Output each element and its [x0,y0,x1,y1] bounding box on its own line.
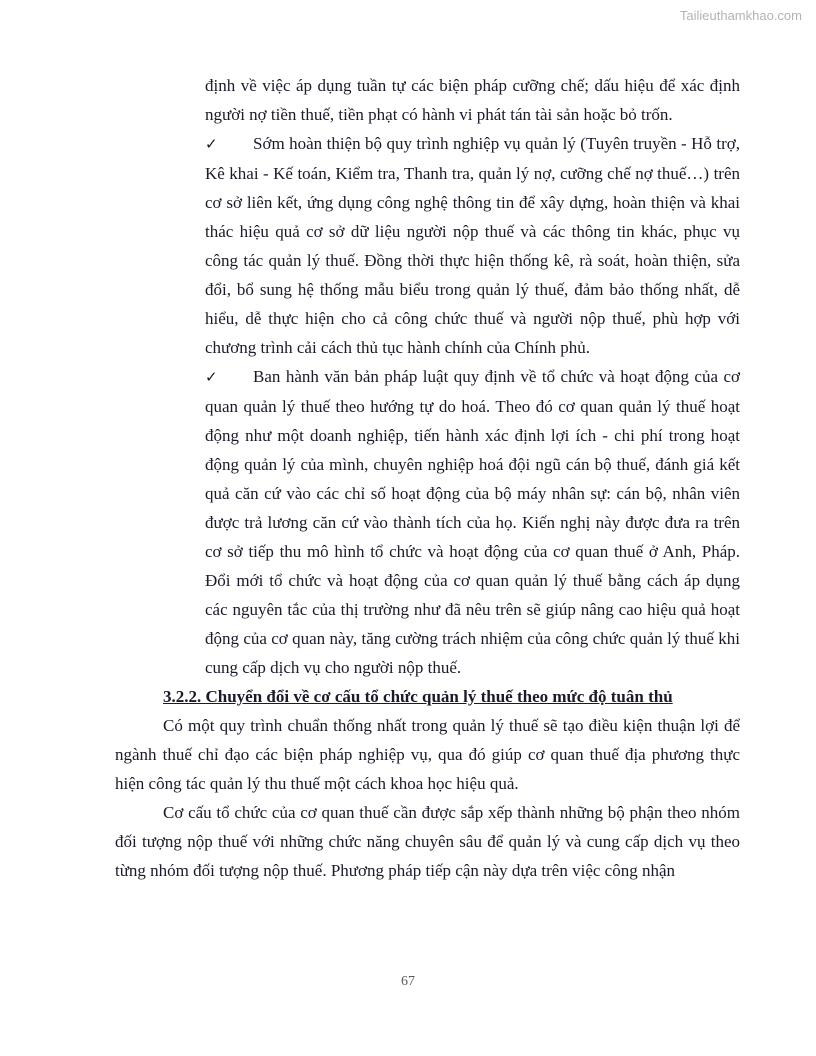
page-number: 67 [401,974,415,989]
continued-paragraph: định về việc áp dụng tuần tự các biện pháp cưỡng chế; dấu hiệu để xác định người nợ tiền thuế, tiền phạt có hành vi phát tán tài sản hoặc bỏ trốn. [205,76,740,124]
section-heading: 3.2.2. Chuyển đổi về cơ cấu tổ chức quản lý thuế theo mức độ tuân thủ [163,687,673,706]
body-paragraph: Có một quy trình chuẩn thống nhất trong quản lý thuế sẽ tạo điều kiện thuận lợi để ngành thuế chỉ đạo các biện pháp nghiệp vụ, qua đó giúp cơ quan thuế địa phương thực hiện công tác quản lý thu thuế một cách khoa học hiệu quả. [115,716,740,793]
page-content [115,71,740,885]
watermark: Tailieuthamkhao.com [679,8,802,23]
bullet-text: Ban hành văn bản pháp luật quy định về tổ chức và hoạt động của cơ quan quản lý thuế theo hướng tự do hoá. Theo đó cơ quan quản lý thuế hoạt động như một doanh nghiệp, tiến hành xác định lợi ích - chi phí trong hoạt động quản lý của mình, chuyên nghiệp hoá đội ngũ cán bộ thuế, đánh giá kết quả căn cứ vào các chỉ số hoạt động của bộ máy nhân sự: cán bộ, nhân viên được trả lương căn cứ vào thành tích của họ. Kiến nghị này được đưa ra trên cơ sở tiếp thu mô hình tổ chức và hoạt động của cơ quan thuế ở Anh, Pháp. Đổi mới tổ chức và hoạt động của cơ quan quản lý thuế bằng cách áp dụng các nguyên tắc của thị trường như đã nêu trên sẽ giúp nâng cao hiệu quả hoạt động của cơ quan này, tăng cường trách nhiệm của công chức quản lý thuế khi cung cấp dịch vụ cho người nộp thuế. [205,367,740,677]
body-paragraph: Cơ cấu tổ chức của cơ quan thuế cần được sắp xếp thành những bộ phận theo nhóm đối tượng nộp thuế với những chức năng chuyên sâu để quản lý và cung cấp dịch vụ theo từng nhóm đối tượng nộp thuế. Phương pháp tiếp cận này dựa trên việc công nhận [115,803,740,880]
bullet-text: Sớm hoàn thiện bộ quy trình nghiệp vụ quản lý (Tuyên truyền - Hỗ trợ, Kê khai - Kế toán, Kiểm tra, Thanh tra, quản lý nợ, cưỡng chế nợ thuế…) trên cơ sở liên kết, ứng dụng công nghệ thông tin để xây dựng, hoàn thiện và khai thác hiệu quả cơ sở dữ liệu người nộp thuế và các thông tin khác, phục vụ công tác quản lý thuế. Đồng thời thực hiện thống kê, rà soát, hoàn thiện, sửa đổi, bổ sung hệ thống mẫu biểu trong quản lý thuế, đảm bảo thống nhất, dễ hiểu, dễ thực hiện cho cả công chức thuế và người nộp thuế, phù hợp với chương trình cải cách thủ tục hành chính của Chính phủ. [205,134,740,357]
bullet-item [205,362,740,682]
check-bullet-icon: ✓ [205,135,218,153]
bullet-item [205,129,740,362]
check-bullet-icon: ✓ [205,368,218,386]
indented-text-block [205,71,740,682]
